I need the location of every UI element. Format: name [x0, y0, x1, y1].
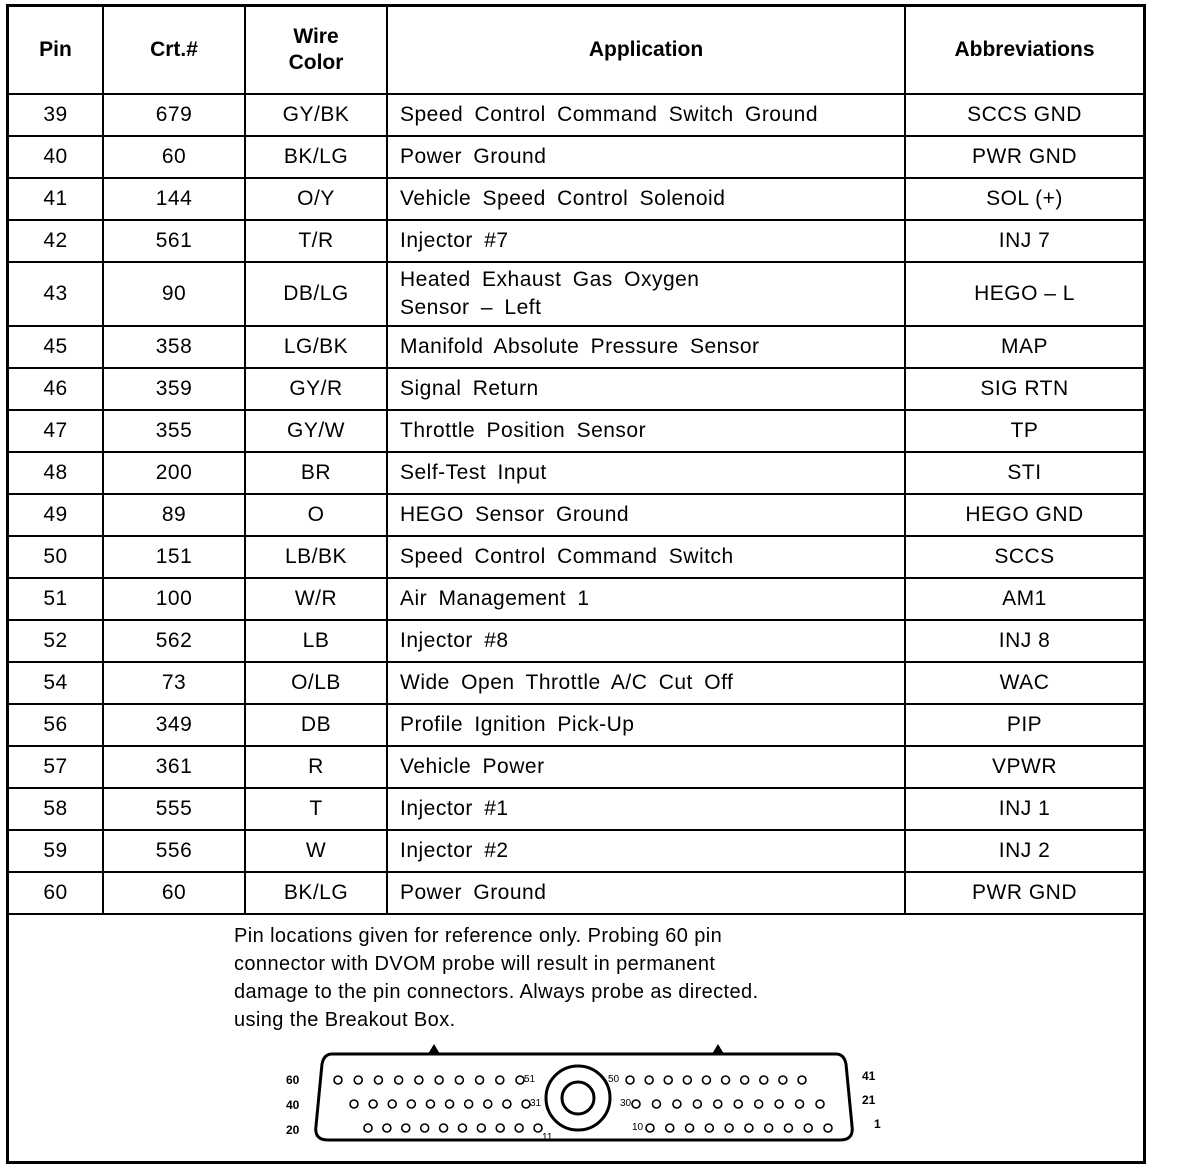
application-cell: Throttle Position Sensor [387, 410, 905, 452]
connector-inner-label: 10 [632, 1122, 644, 1133]
circuit-cell: 90 [103, 262, 245, 326]
wire-color-cell: DB [245, 704, 387, 746]
pin-holes [334, 1076, 832, 1132]
circuit-cell: 144 [103, 178, 245, 220]
pin-hole [496, 1076, 504, 1084]
application-cell: Manifold Absolute Pressure Sensor [387, 326, 905, 368]
wire-color-cell: O/Y [245, 178, 387, 220]
table-row [9, 662, 1143, 704]
pin-cell: 60 [9, 872, 103, 914]
pin-cell: 58 [9, 788, 103, 830]
connector-inner-label: 11 [542, 1132, 553, 1143]
pin-hole [755, 1100, 763, 1108]
pin-hole [435, 1076, 443, 1084]
pin-hole [702, 1076, 710, 1084]
table-row [9, 620, 1143, 662]
pin-hole [824, 1124, 832, 1132]
wire-color-cell: DB/LG [245, 262, 387, 326]
pin-hole [383, 1124, 391, 1132]
pin-hole [354, 1076, 362, 1084]
circuit-cell: 200 [103, 452, 245, 494]
wire-color-cell: GY/R [245, 368, 387, 410]
table-row [9, 746, 1143, 788]
connector-inner-label: 31 [530, 1098, 542, 1109]
application-cell: Speed Control Command Switch [387, 536, 905, 578]
application-cell: Power Ground [387, 872, 905, 914]
table-row [9, 178, 1143, 220]
pin-cell: 46 [9, 368, 103, 410]
circuit-cell: 73 [103, 662, 245, 704]
pin-hole [816, 1100, 824, 1108]
application-cell: Injector #1 [387, 788, 905, 830]
application-cell: Vehicle Speed Control Solenoid [387, 178, 905, 220]
pin-hole [522, 1100, 530, 1108]
abbreviation-cell: SCCS [905, 536, 1143, 578]
abbreviation-cell: PWR GND [905, 136, 1143, 178]
pin-cell: 51 [9, 578, 103, 620]
circuit-cell: 561 [103, 220, 245, 262]
abbreviation-cell: VPWR [905, 746, 1143, 788]
pin-hole [515, 1124, 523, 1132]
pin-hole [395, 1076, 403, 1084]
wire-color-cell: T [245, 788, 387, 830]
pin-hole [374, 1076, 382, 1084]
circuit-cell: 60 [103, 872, 245, 914]
pin-hole [534, 1124, 542, 1132]
circuit-cell: 562 [103, 620, 245, 662]
table-row [9, 326, 1143, 368]
connector-inner-label: 30 [620, 1098, 632, 1109]
header-row [9, 7, 1143, 94]
pin-hole [364, 1124, 372, 1132]
pin-hole [683, 1076, 691, 1084]
application-cell: Injector #2 [387, 830, 905, 872]
circuit-cell: 679 [103, 94, 245, 136]
pin-cell: 45 [9, 326, 103, 368]
connector-inner-label: 50 [608, 1074, 620, 1085]
application-cell: Vehicle Power [387, 746, 905, 788]
connector-center-bolt-inner [562, 1082, 594, 1114]
pin-hole [804, 1124, 812, 1132]
pin-hole [632, 1100, 640, 1108]
pin-cell: 57 [9, 746, 103, 788]
abbreviation-cell: PIP [905, 704, 1143, 746]
table-row [9, 220, 1143, 262]
pin-hole [334, 1076, 342, 1084]
pin-hole [402, 1124, 410, 1132]
table-row [9, 136, 1143, 178]
pin-hole [465, 1100, 473, 1108]
pinout-table [9, 7, 1143, 915]
connector-label: 41 [862, 1069, 876, 1083]
note-line: damage to the pin connectors. Always probe as directed. [234, 981, 759, 1003]
abbreviation-cell: INJ 7 [905, 220, 1143, 262]
connector-label: 40 [286, 1098, 300, 1112]
pin-cell: 50 [9, 536, 103, 578]
table-row [9, 368, 1143, 410]
abbreviation-cell: SOL (+) [905, 178, 1143, 220]
pin-cell: 47 [9, 410, 103, 452]
pin-hole [350, 1100, 358, 1108]
pin-hole [725, 1124, 733, 1132]
pin-hole [426, 1100, 434, 1108]
pin-hole [652, 1100, 660, 1108]
pin-hole [476, 1076, 484, 1084]
application-cell: Speed Control Command Switch Ground [387, 94, 905, 136]
wire-color-cell: BR [245, 452, 387, 494]
application-cell: Signal Return [387, 368, 905, 410]
table-row [9, 830, 1143, 872]
circuit-cell: 358 [103, 326, 245, 368]
connector-label: 60 [286, 1073, 300, 1087]
circuit-cell: 100 [103, 578, 245, 620]
pin-hole [798, 1076, 806, 1084]
wire-color-cell: W/R [245, 578, 387, 620]
circuit-cell: 89 [103, 494, 245, 536]
table-row [9, 410, 1143, 452]
pin-hole [664, 1076, 672, 1084]
pin-hole [458, 1124, 466, 1132]
abbreviation-cell: WAC [905, 662, 1143, 704]
connector-label: 20 [286, 1123, 300, 1137]
reference-note [234, 922, 954, 1034]
pin-cell: 54 [9, 662, 103, 704]
pin-cell: 41 [9, 178, 103, 220]
table-row [9, 262, 1143, 326]
connector-key-right [712, 1044, 724, 1054]
wire-color-cell: BK/LG [245, 872, 387, 914]
pin-hole [666, 1124, 674, 1132]
pin-hole [388, 1100, 396, 1108]
pin-hole [369, 1100, 377, 1108]
circuit-cell: 555 [103, 788, 245, 830]
pin-cell: 52 [9, 620, 103, 662]
circuit-cell: 60 [103, 136, 245, 178]
circuit-cell: 151 [103, 536, 245, 578]
application-line2: Sensor – Left [400, 296, 542, 319]
header-wire-line1: Wire [293, 25, 339, 48]
header-abbreviations: Abbreviations [905, 7, 1143, 94]
header-wire-color [245, 7, 387, 94]
pin-hole [765, 1124, 773, 1132]
note-line: using the Breakout Box. [234, 1009, 456, 1031]
pin-hole [626, 1076, 634, 1084]
table-row [9, 494, 1143, 536]
application-cell: Profile Ignition Pick-Up [387, 704, 905, 746]
abbreviation-cell: HEGO GND [905, 494, 1143, 536]
wire-color-cell: GY/W [245, 410, 387, 452]
circuit-cell: 556 [103, 830, 245, 872]
pin-hole [516, 1076, 524, 1084]
pin-hole [496, 1124, 504, 1132]
pin-hole [784, 1124, 792, 1132]
connector-center-bolt-outer [546, 1066, 610, 1130]
application-line1: Heated Exhaust Gas Oxygen [400, 268, 700, 291]
abbreviation-cell: SIG RTN [905, 368, 1143, 410]
wire-color-cell: BK/LG [245, 136, 387, 178]
note-line: Pin locations given for reference only. Probing 60 pin [234, 925, 723, 947]
application-cell: Air Management 1 [387, 578, 905, 620]
pin-hole [646, 1124, 654, 1132]
pin-hole [477, 1124, 485, 1132]
pin-cell: 48 [9, 452, 103, 494]
wire-color-cell: GY/BK [245, 94, 387, 136]
application-cell: Power Ground [387, 136, 905, 178]
pin-hole [734, 1100, 742, 1108]
pin-hole [503, 1100, 511, 1108]
header-pin: Pin [9, 7, 103, 94]
application-cell: Self-Test Input [387, 452, 905, 494]
pin-hole [645, 1076, 653, 1084]
pin-cell: 42 [9, 220, 103, 262]
pin-hole [693, 1100, 701, 1108]
circuit-cell: 349 [103, 704, 245, 746]
wire-color-cell: O [245, 494, 387, 536]
abbreviation-cell: INJ 1 [905, 788, 1143, 830]
header-wire-line2: Color [288, 51, 344, 74]
pin-cell: 49 [9, 494, 103, 536]
connector-key-left [428, 1044, 440, 1054]
connector-label: 21 [862, 1093, 876, 1107]
pin-hole [741, 1076, 749, 1084]
wire-color-cell: T/R [245, 220, 387, 262]
application-cell: Injector #8 [387, 620, 905, 662]
abbreviation-cell: STI [905, 452, 1143, 494]
pin-hole [673, 1100, 681, 1108]
circuit-cell: 359 [103, 368, 245, 410]
application-cell: Injector #7 [387, 220, 905, 262]
abbreviation-cell: INJ 2 [905, 830, 1143, 872]
pin-hole [686, 1124, 694, 1132]
pin-hole [440, 1124, 448, 1132]
application-cell: Wide Open Throttle A/C Cut Off [387, 662, 905, 704]
wire-color-cell: LG/BK [245, 326, 387, 368]
table-row [9, 94, 1143, 136]
table-row [9, 704, 1143, 746]
pin-cell: 43 [9, 262, 103, 326]
abbreviation-cell: HEGO – L [905, 262, 1143, 326]
abbreviation-cell: SCCS GND [905, 94, 1143, 136]
circuit-cell: 361 [103, 746, 245, 788]
pin-hole [779, 1076, 787, 1084]
table-row [9, 872, 1143, 914]
abbreviation-cell: PWR GND [905, 872, 1143, 914]
pin-hole [714, 1100, 722, 1108]
table-row [9, 578, 1143, 620]
header-application: Application [387, 7, 905, 94]
circuit-cell: 355 [103, 410, 245, 452]
abbreviation-cell: AM1 [905, 578, 1143, 620]
wire-color-cell: R [245, 746, 387, 788]
table-row [9, 452, 1143, 494]
pin-hole [705, 1124, 713, 1132]
wire-color-cell: O/LB [245, 662, 387, 704]
connector-inner-label: 51 [524, 1074, 536, 1085]
abbreviation-cell: INJ 8 [905, 620, 1143, 662]
pin-cell: 59 [9, 830, 103, 872]
connector-diagram [280, 1040, 900, 1150]
abbreviation-cell: TP [905, 410, 1143, 452]
application-cell [387, 262, 905, 326]
pin-hole [722, 1076, 730, 1084]
pin-hole [446, 1100, 454, 1108]
pin-hole [484, 1100, 492, 1108]
pin-cell: 40 [9, 136, 103, 178]
pin-cell: 56 [9, 704, 103, 746]
pin-cell: 39 [9, 94, 103, 136]
pin-hole [415, 1076, 423, 1084]
connector-label: 1 [874, 1117, 881, 1131]
table-row [9, 536, 1143, 578]
wire-color-cell: LB [245, 620, 387, 662]
pin-hole [760, 1076, 768, 1084]
pin-hole [455, 1076, 463, 1084]
abbreviation-cell: MAP [905, 326, 1143, 368]
wire-color-cell: W [245, 830, 387, 872]
header-circuit: Crt.# [103, 7, 245, 94]
pin-hole [796, 1100, 804, 1108]
pin-hole [421, 1124, 429, 1132]
pin-hole [407, 1100, 415, 1108]
pin-hole [775, 1100, 783, 1108]
wire-color-cell: LB/BK [245, 536, 387, 578]
application-cell: HEGO Sensor Ground [387, 494, 905, 536]
pin-hole [745, 1124, 753, 1132]
table-row [9, 788, 1143, 830]
note-line: connector with DVOM probe will result in permanent [234, 953, 716, 975]
